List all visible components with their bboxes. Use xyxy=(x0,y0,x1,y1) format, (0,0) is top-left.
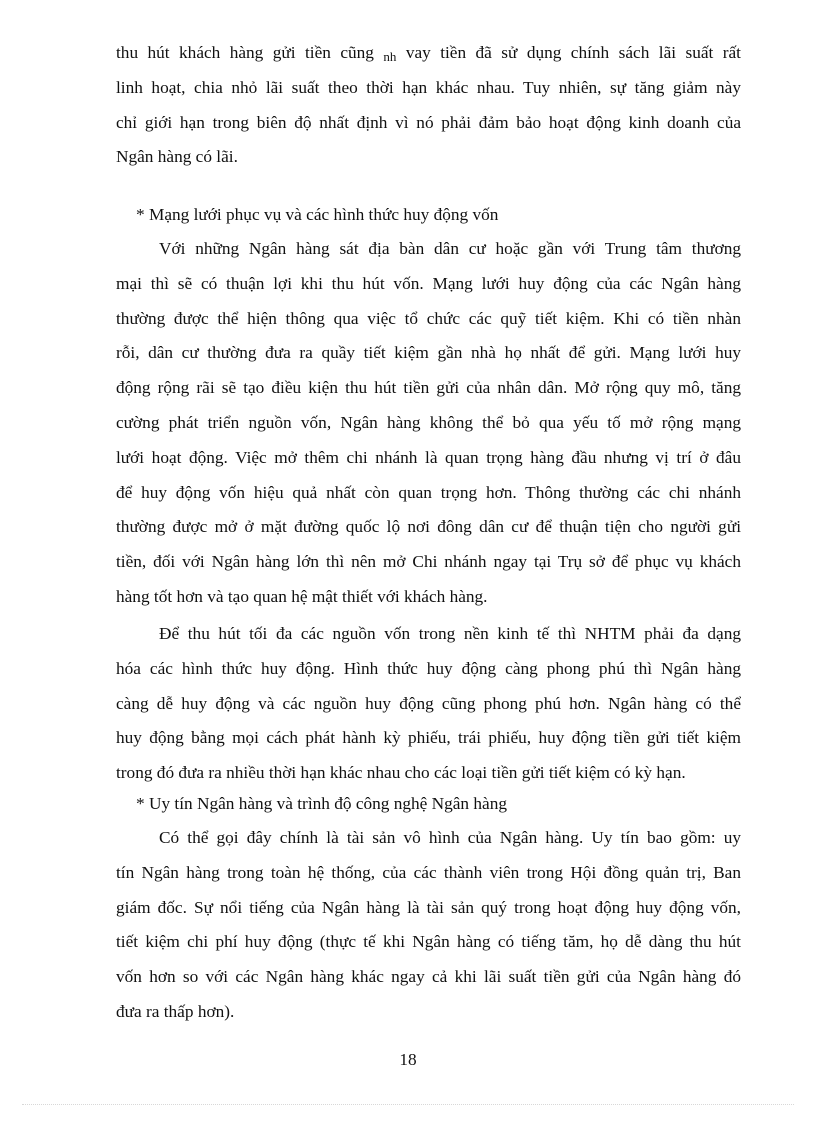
text-line: giám đốc. Sự nổi tiếng của Ngân hàng là tài sản quý trong hoạt động huy động vốn, xyxy=(116,897,741,917)
text-line: để huy động vốn hiệu quả nhất còn quan trọng hơn. Thông thường các chi nhánh xyxy=(116,482,741,502)
text-line: tín Ngân hàng trong toàn hệ thống, của các thành viên trong Hội đồng quản trị, Ban xyxy=(116,862,741,882)
text-line: thường được mở ở mặt đường quốc lộ nơi đông dân cư để thuận tiện cho người gửi xyxy=(116,517,741,537)
text-line: cường phát triển nguồn vốn, Ngân hàng không thể bỏ qua yếu tố mở rộng mạng xyxy=(116,412,741,432)
paragraph-reputation xyxy=(116,821,741,1030)
text-line: huy động bằng mọi cách phát hành kỳ phiếu, trái phiếu, huy động tiền gửi tiết kiệm xyxy=(116,728,741,748)
text-line: Với những Ngân hàng sát địa bàn dân cư hoặc gần với Trung tâm thương xyxy=(159,239,741,258)
text-line: hàng tốt hơn và tạo quan hệ mật thiết với khách hàng. xyxy=(116,586,488,606)
paragraph-mobilization-forms xyxy=(116,617,741,791)
text-line: chỉ giới hạn trong biên độ nhất định vì nó phải đảm bảo hoạt động kinh doanh của xyxy=(116,112,741,132)
text-line: mại thì sẽ có thuận lợi khi thu hút vốn. Mạng lưới huy động của các Ngân hàng xyxy=(116,273,741,293)
text-line: động rộng rãi sẽ tạo điều kiện thu hút tiền gửi của nhân dân. Mở rộng quy mô, tăng xyxy=(116,378,741,398)
text-line: trong đó đưa ra nhiều thời hạn khác nhau cho các loại tiền gửi tiết kiệm có kỳ hạn. xyxy=(116,763,686,783)
text-line: thường được thể hiện thông qua việc tổ chức các quỹ tiết kiệm. Khi có tiền nhàn xyxy=(116,308,741,328)
text-line: Ngân hàng có lãi. xyxy=(116,147,238,167)
section-heading-reputation: * Uy tín Ngân hàng và trình độ công nghệ Ngân hàng xyxy=(136,794,507,813)
text-line: vốn hơn so với các Ngân hàng khác ngay cả khi lãi suất tiền gửi của Ngân hàng đó xyxy=(116,967,741,987)
text-line: rỗi, dân cư thường đưa ra quầy tiết kiệm gần nhà họ nhất để gửi. Mạng lưới huy xyxy=(116,343,741,363)
text-line: linh hoạt, chia nhỏ lãi suất theo thời hạn khác nhau. Tuy nhiên, sự tăng giảm này xyxy=(116,77,741,97)
text-line: thu hút khách hàng gửi tiền cũng $_{nh}$ vay tiền đã sử dụng chính sách lãi suất rất xyxy=(116,43,741,64)
paragraph-network xyxy=(116,232,741,615)
text-line: tiền, đối với Ngân hàng lớn thì nên mở Chi nhánh ngay tại Trụ sở để phục vụ khách xyxy=(116,552,741,572)
text-line: tiết kiệm chi phí huy động (thực tế khi Ngân hàng có tiếng tăm, họ dễ dàng thu hút xyxy=(116,932,741,952)
text-line: hóa các hình thức huy động. Hình thức huy động càng phong phú thì Ngân hàng xyxy=(116,658,741,678)
text-line: lưới hoạt động. Việc mở thêm chi nhánh là quan trọng hàng đầu nhưng vị trí ở đâu xyxy=(116,447,741,467)
text-line: đưa ra thấp hơn). xyxy=(116,1001,235,1021)
subscript-fragment: nh xyxy=(383,49,397,64)
section-heading-network: * Mạng lưới phục vụ và các hình thức huy động vốn xyxy=(136,205,499,224)
text-line: Có thể gọi đây chính là tài sản vô hình của Ngân hàng. Uy tín bao gồm: uy xyxy=(159,828,741,847)
paragraph-interest-rate xyxy=(116,36,741,175)
page-number: 18 xyxy=(399,1050,417,1069)
page-bottom-rule xyxy=(22,1104,794,1105)
text-line: càng dễ huy động và các nguồn huy động cũng phong phú hơn. Ngân hàng có thể xyxy=(116,693,741,713)
text-line: Để thu hút tối đa các nguồn vốn trong nền kinh tế thì NHTM phải đa dạng xyxy=(159,624,741,643)
